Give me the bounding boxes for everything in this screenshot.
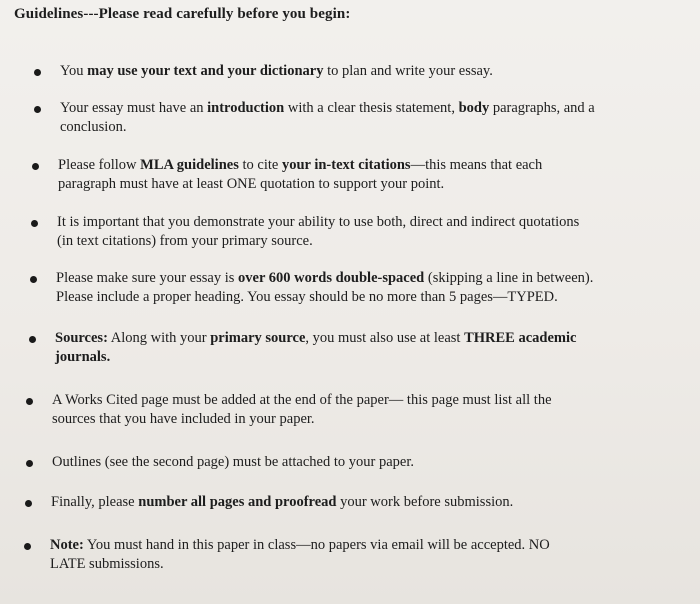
- text-run: , you must also use at least: [305, 330, 465, 346]
- text-run: Finally, please: [51, 494, 139, 510]
- guideline-line: [56, 288, 593, 307]
- bold-text: journals.: [55, 349, 111, 365]
- guideline-line: [52, 453, 414, 472]
- bold-text: your in-text citations: [281, 157, 411, 173]
- bullet-icon: [34, 69, 41, 76]
- text-run: Please include a proper heading. You essay should be no more than 5 pages—TYPED.: [56, 289, 558, 305]
- guideline-line: [57, 232, 579, 251]
- text-run: You: [60, 63, 88, 79]
- bold-text: over 600 words double-spaced: [238, 270, 425, 286]
- bullet-icon: [25, 500, 32, 507]
- guideline-item: [58, 156, 542, 194]
- text-run: to cite: [238, 157, 282, 173]
- text-run: You must hand in this paper in class—no papers via email will be accepted. NO: [83, 537, 550, 553]
- guideline-item: [51, 493, 513, 512]
- bullet-icon: [34, 106, 41, 113]
- bullet-icon: [29, 336, 36, 343]
- guideline-line: [50, 536, 550, 555]
- guideline-item: [60, 62, 493, 81]
- text-run: It is important that you demonstrate your ability to use both, direct and indirect quotations: [57, 214, 580, 230]
- text-run: sources that you have included in your paper.: [52, 411, 315, 427]
- text-run: Please make sure your essay is: [56, 270, 239, 286]
- text-run: Outlines (see the second page) must be attached to your paper.: [52, 454, 414, 470]
- bullet-icon: [32, 163, 39, 170]
- guideline-item: [57, 213, 579, 251]
- text-run: LATE submissions.: [50, 556, 164, 572]
- guideline-item: [50, 536, 550, 574]
- text-run: paragraphs, and a: [489, 100, 595, 116]
- guideline-line: [55, 329, 576, 348]
- text-run: with a clear thesis statement,: [284, 100, 459, 116]
- guideline-item: [60, 99, 595, 137]
- guideline-item: [55, 329, 576, 367]
- bullet-icon: [30, 276, 37, 283]
- text-run: to plan and write your essay.: [323, 63, 493, 79]
- guideline-line: [58, 156, 542, 175]
- guideline-line: [60, 62, 493, 81]
- bold-text: Note:: [50, 537, 84, 553]
- bold-text: primary source: [210, 330, 306, 346]
- guideline-item: [52, 391, 552, 429]
- text-run: Your essay must have an: [60, 100, 208, 116]
- text-run: A Works Cited page must be added at the end of the paper— this page must list all the: [52, 392, 552, 408]
- text-run: —this means that each: [410, 157, 543, 173]
- bullet-icon: [24, 543, 31, 550]
- text-run: conclusion.: [60, 119, 127, 135]
- page-title: Guidelines---Please read carefully before you begin:: [14, 6, 351, 22]
- text-run: paragraph must have at least ONE quotation to support your point.: [58, 176, 445, 192]
- guideline-line: [55, 348, 576, 367]
- text-run: your work before submission.: [336, 494, 514, 510]
- bold-text: body: [458, 100, 490, 116]
- bullet-icon: [26, 398, 33, 405]
- bold-text: may use your text and your dictionary: [87, 63, 324, 79]
- guideline-line: [51, 493, 513, 512]
- guideline-line: [52, 410, 552, 429]
- text-run: (skipping a line in between).: [424, 270, 594, 286]
- text-run: (in text citations) from your primary source.: [57, 233, 313, 249]
- bold-text: Sources:: [55, 330, 108, 346]
- text-run: Please follow: [58, 157, 141, 173]
- bold-text: THREE academic: [464, 330, 577, 346]
- guideline-line: [57, 213, 579, 232]
- guideline-line: [50, 555, 550, 574]
- guideline-line: [56, 269, 593, 288]
- guideline-item: [56, 269, 593, 307]
- text-run: Along with your: [107, 330, 211, 346]
- bold-text: introduction: [207, 100, 285, 116]
- guideline-line: [60, 118, 595, 137]
- bullet-icon: [31, 220, 38, 227]
- bullet-icon: [26, 460, 33, 467]
- guideline-line: [60, 99, 595, 118]
- bold-text: number all pages and proofread: [138, 494, 337, 510]
- guideline-line: [58, 175, 542, 194]
- guideline-line: [52, 391, 552, 410]
- guideline-item: [52, 453, 414, 472]
- bold-text: MLA guidelines: [140, 157, 239, 173]
